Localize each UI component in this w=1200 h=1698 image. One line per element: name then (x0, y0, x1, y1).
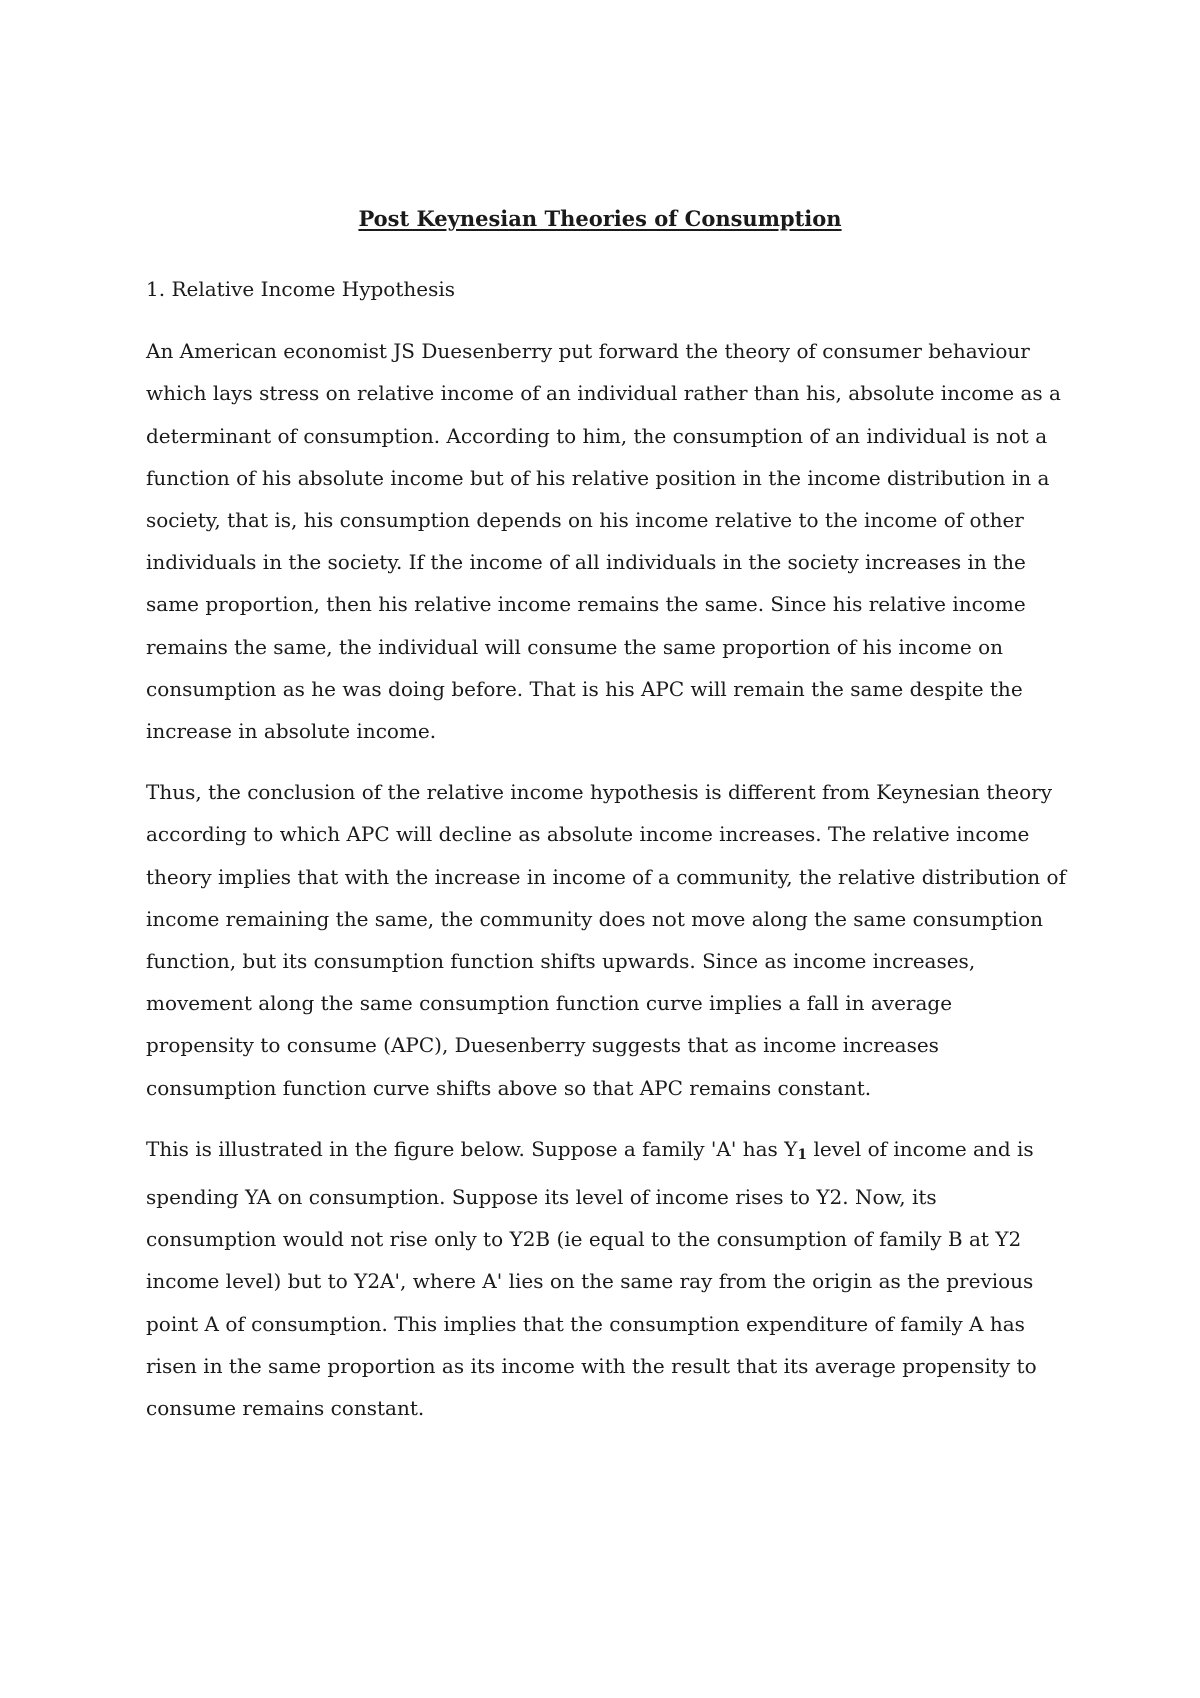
subscript-1: 1 (797, 1146, 808, 1163)
paragraph-1: An American economist JS Duesenberry put forward the theory of consumer behaviour which lays stress on relative income of an individual rather than his, absolute income as a determinant of consumption. According to him, the consumption of an individual is not a function of his absolute income but of his relative position in the income distribution in a society, that is, his consumption depends on his income relative to the income of other individuals in the society. If the income of all individuals in the society increases in the same proportion, then his relative income remains the same. Since his relative income remains the same, the individual will consume the same proportion of his income on consumption as he was doing before. That is his APC will remain the same despite the increase in absolute income. (146, 339, 1061, 744)
section-heading: 1. Relative Income Hypothesis (146, 277, 456, 301)
paragraph-3-part1: This is illustrated in the figure below. Suppose a family 'A' has Y (146, 1136, 798, 1161)
paragraph-3-part2: level of income and is spending YA on consumption. Suppose its level of income rises to Y2. Now, its consumption would not rise only to Y2B (ie equal to the consumption of family B at Y2 income level) but to Y2A', where A' lies on the same ray from the origin as the previous point A of consumption. This implies that the consumption expenditure of family A has risen in the same proportion as its income with the result that its average propensity to consume remains constant. (146, 1136, 1037, 1421)
paragraph-2: Thus, the conclusion of the relative income hypothesis is different from Keynesian theory according to which APC will decline as absolute income increases. The relative income theory implies that with the increase in income of a community, the relative distribution of income remaining the same, the community does not move along the same consumption function, but its consumption function shifts upwards. Since as income increases, movement along the same consumption function curve implies a fall in average propensity to consume (APC), Duesenberry suggests that as income increases consumption function curve shifts above so that APC remains constant. (146, 780, 1066, 1100)
paragraph-3 (146, 1128, 1066, 1429)
document-body (146, 268, 1066, 1448)
page-title: Post Keynesian Theories of Consumption (358, 206, 842, 231)
